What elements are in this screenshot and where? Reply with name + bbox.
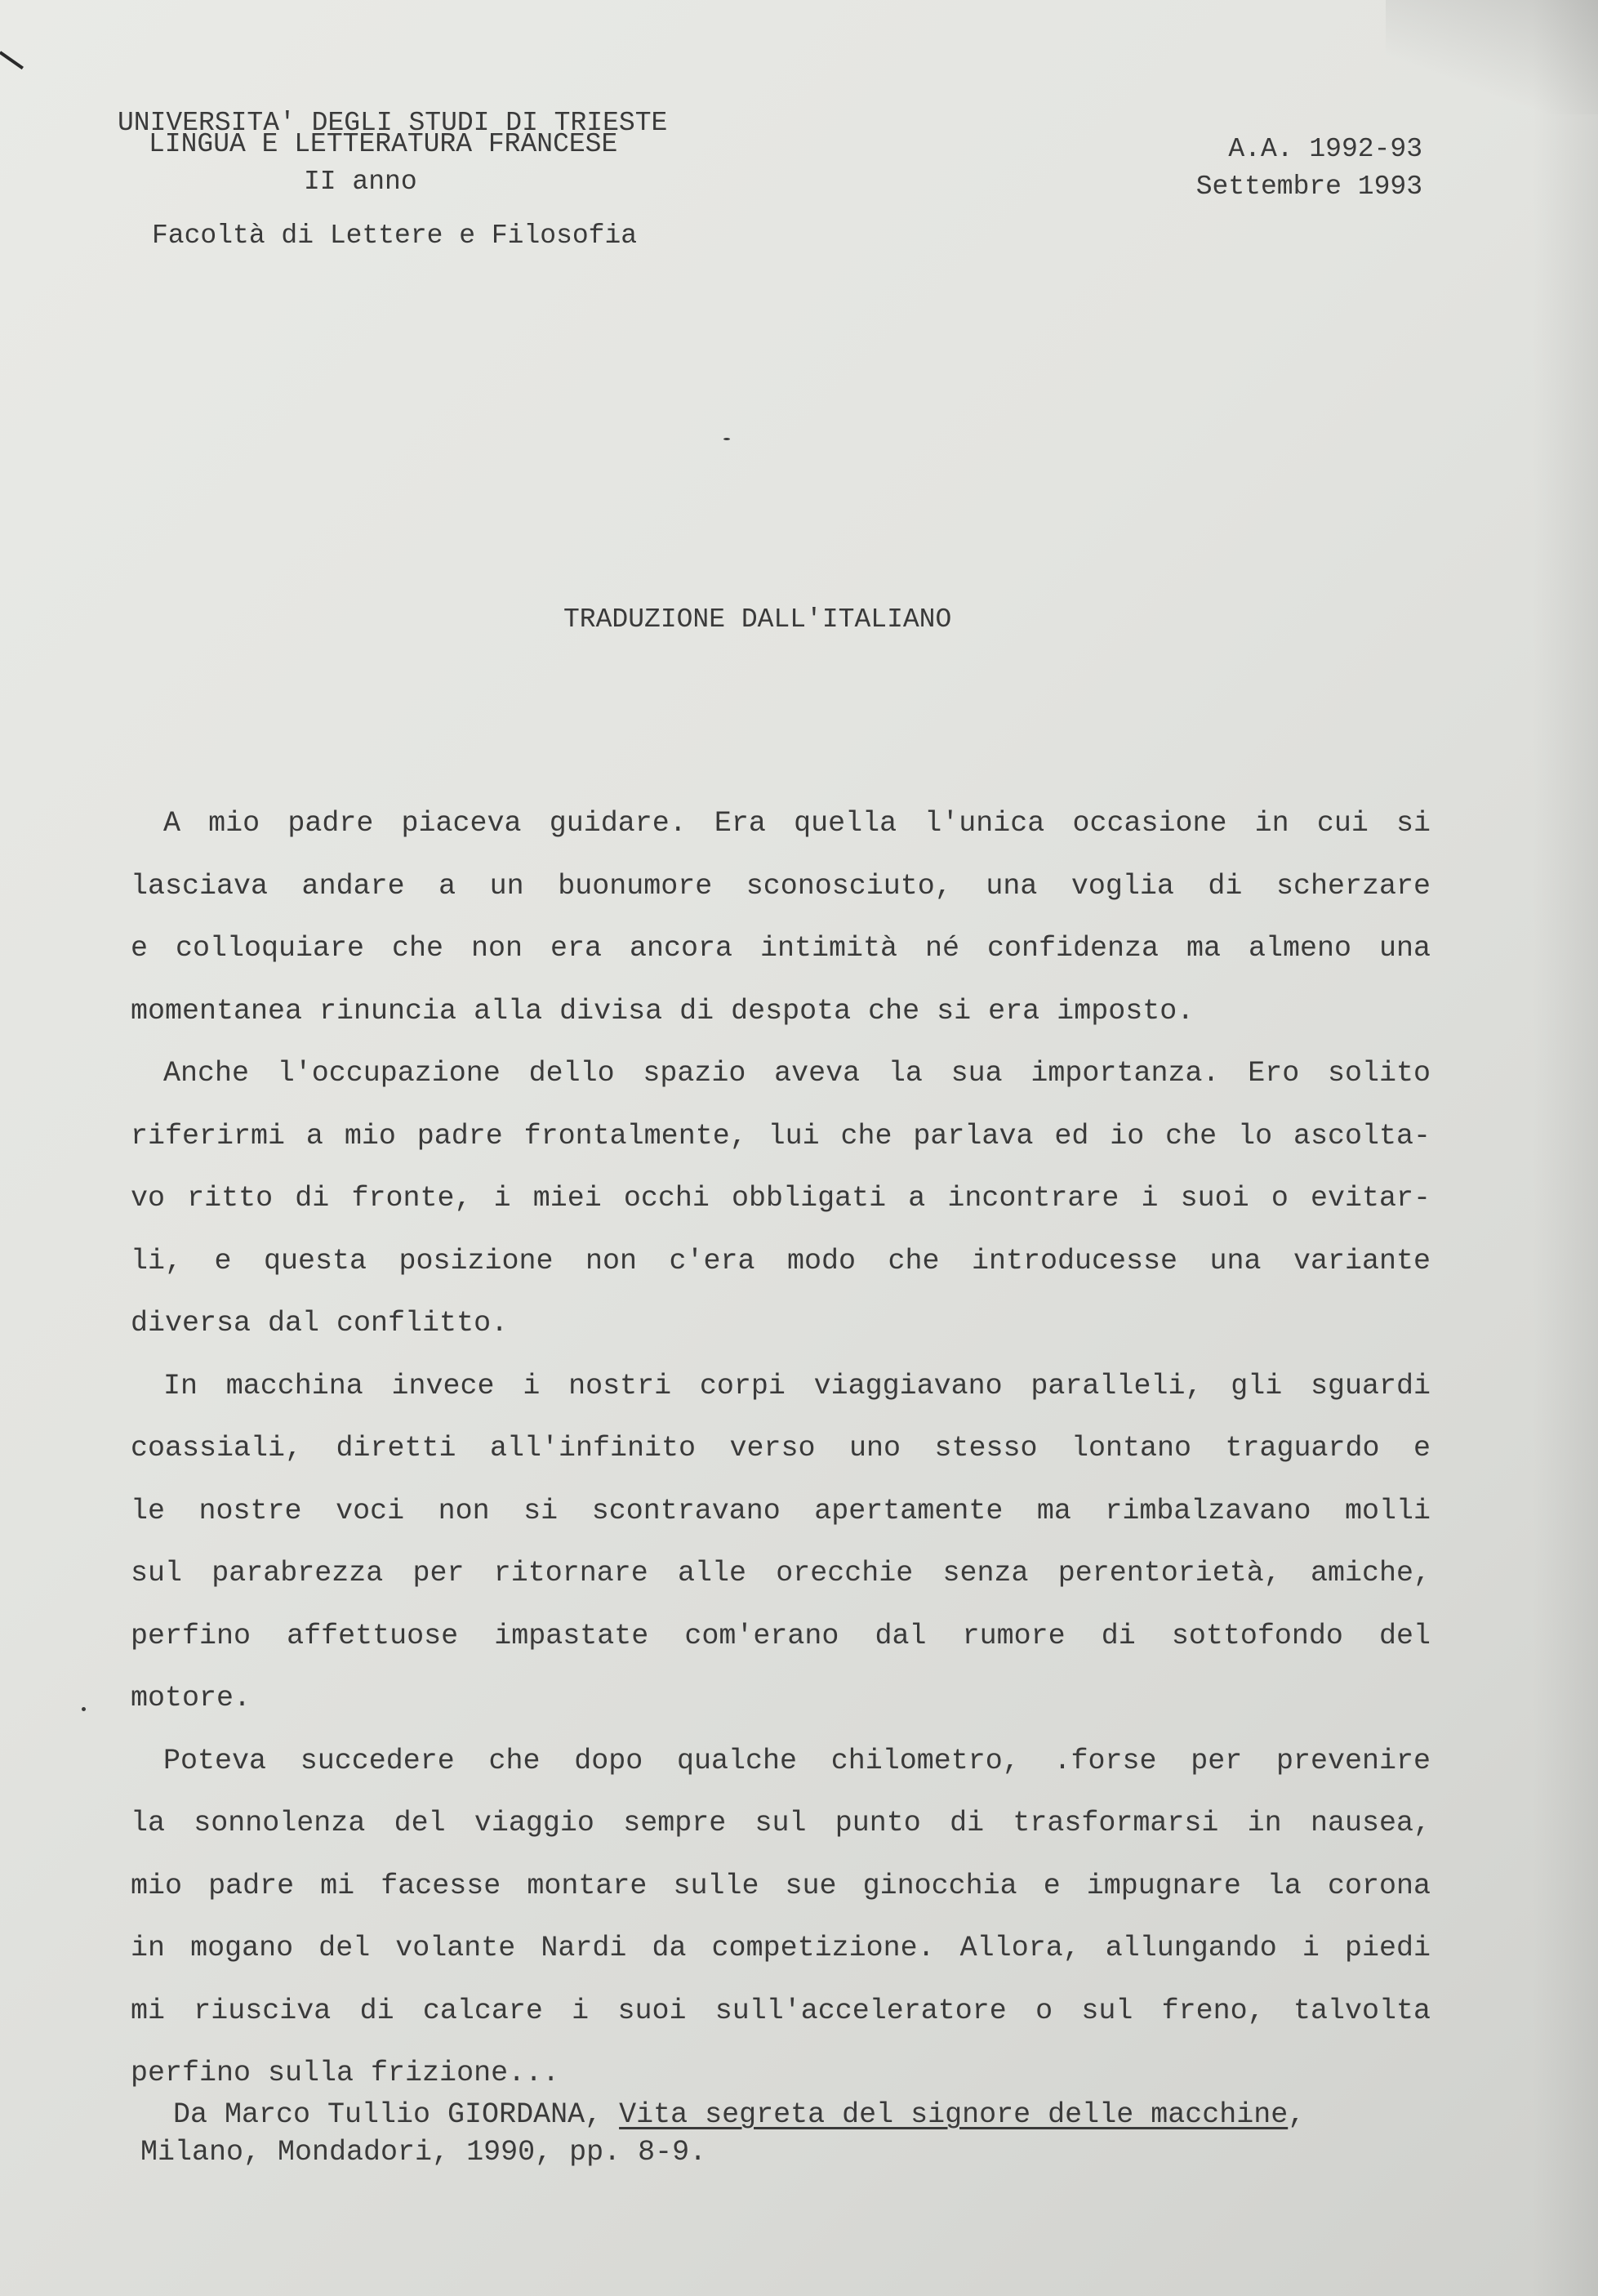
university-name: UNIVERSITA' DEGLI STUDI DI TRIESTE — [118, 108, 668, 138]
paper-speck — [82, 1707, 86, 1711]
passage-line: mi riusciva di calcare i suoi sull'acceleratore o sul freno, talvolta — [131, 1994, 1431, 2027]
page-corner-shadow — [1386, 0, 1598, 114]
paper-speck — [723, 438, 730, 440]
passage-line: e colloquiare che non era ancora intimità né confidenza ma almeno una — [131, 932, 1431, 965]
pen-mark — [0, 51, 24, 69]
faculty-name: Facoltà di Lettere e Filosofia — [152, 221, 638, 251]
passage-line: riferirmi a mio padre frontalmente, lui che parlava ed io che lo ascolta- — [131, 1119, 1431, 1152]
passage-line: le nostre voci non si scontravano apertamente ma rimbalzavano molli — [131, 1494, 1431, 1527]
course-header — [149, 126, 617, 201]
citation-publication: Milano, Mondadori, 1990, pp. 8-9. — [140, 2136, 707, 2169]
passage-line: lasciava andare a un buonumore sconosciuto, una voglia di scherzare — [131, 869, 1431, 903]
academic-year: A.A. 1992-93 — [1228, 134, 1422, 164]
exam-date: Settembre 1993 — [1195, 172, 1422, 202]
citation-book-title: Vita segreta del signore delle macchine — [619, 2098, 1289, 2131]
passage-line: sul parabrezza per ritornare alle orecchie senza perentorietà, amiche, — [131, 1557, 1431, 1589]
date-header — [1196, 131, 1422, 206]
passage-line: perfino affettuose impastate com'erano dal rumore di sottofondo del — [131, 1619, 1431, 1652]
citation-line — [140, 2096, 1414, 2133]
passage-line: vo ritto di fronte, i miei occhi obbligati a incontrare i suoi o evitar- — [131, 1182, 1431, 1215]
course-name: LINGUA E LETTERATURA FRANCESE — [149, 129, 618, 159]
page-edge-shadow — [1533, 0, 1598, 2296]
document-title: TRADUZIONE DALL'ITALIANO — [563, 604, 952, 635]
passage-line: mio padre mi facesse montare sulle sue ginocchia e impugnare la corona — [131, 1869, 1431, 1902]
passage-line: perfino sulla frizione... — [131, 2057, 560, 2089]
passage-line: diversa dal conflitto. — [131, 1307, 509, 1340]
passage-line: in mogano del volante Nardi da competizione. Allora, allungando i piedi — [131, 1932, 1431, 1964]
passage-text — [131, 792, 1431, 2105]
passage-line: A mio padre piaceva guidare. Era quella l'unica occasione in cui si — [163, 807, 1431, 840]
passage-line: la sonnolenza del viaggio sempre sul punto di trasformarsi in nausea, — [131, 1807, 1431, 1839]
passage-line: Anche l'occupazione dello spazio aveva la sua importanza. Ero solito — [163, 1057, 1431, 1090]
year-of-study: II anno — [304, 167, 417, 197]
source-citation — [140, 2096, 1414, 2171]
passage-line: momentanea rinuncia alla divisa di despota che si era imposto. — [131, 994, 1195, 1028]
passage-line: coassiali, diretti all'infinito verso uno stesso lontano traguardo e — [131, 1432, 1431, 1465]
citation-author: Da Marco Tullio GIORDANA, — [173, 2098, 620, 2131]
passage-line: In macchina invece i nostri corpi viaggiavano paralleli, gli sguardi — [163, 1369, 1431, 1402]
citation-comma: , — [1288, 2098, 1306, 2131]
passage-line: Poteva succedere che dopo qualche chilometro, .forse per prevenire — [163, 1744, 1431, 1777]
passage-line: motore. — [131, 1682, 251, 1714]
passage-line: li, e questa posizione non c'era modo che introducesse una variante — [131, 1244, 1431, 1277]
